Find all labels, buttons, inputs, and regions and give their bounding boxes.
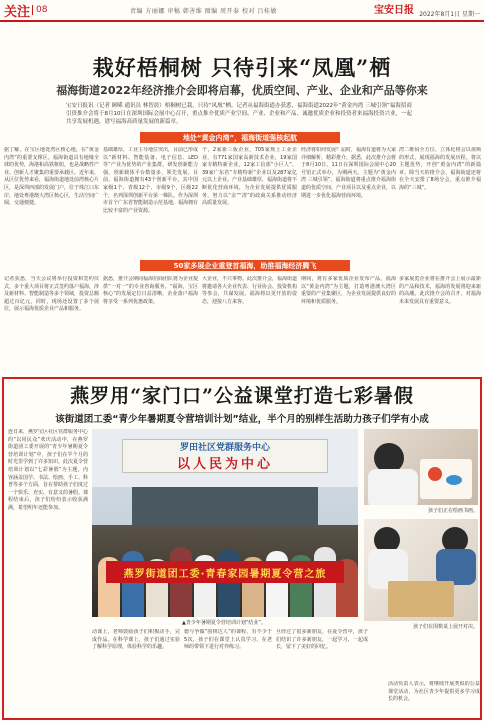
article-column-5: 湾二维码全方位、立体化将会以视频的形式，展现福海的发展历程。将以主题优势，开创“黄金内湾”的新篇章。除当天的推介会，福海街道还将在全天安排了8场分会，重点推介福海的“三城”。 [399,147,481,191]
paint-mark [428,467,442,481]
issue-date: 2022年8月1日 星期一 [419,11,480,18]
section-banner-a: 地处“黄金内湾”，福海街道强核起航 [140,132,340,143]
building-sign [122,439,328,473]
building-facade [92,429,358,487]
newspaper-brand: 宝安日报 [374,5,414,16]
feature-title: 燕罗用“家门口”公益课堂打造七彩暑假 [70,385,414,407]
feature-column-3: 德与争做“围棋达人”的课程，有不少于5次，孩子们在课堂上认真学习，在老师的带领下进行对弈练习。 [184,629,272,651]
go-game-photo [364,519,478,621]
group-photo [92,429,358,617]
editor-credits: 责编 方丽娜 审稿 韩善维 图编 周开泰 校对 吕桂敏 [130,8,277,15]
painting-photo [364,429,478,505]
child-shirt [436,549,476,585]
red-group-banner: 燕罗街道团工委·青春家园暑期夏令营之旅 [106,561,344,583]
group-photo-caption: ▲青少年暑期夏令营培训计划“结业”。 [181,620,267,626]
page-number: 08 [32,5,47,15]
article-column-3: 个，2家新三板企业，705家规上工业企业，有771家国家高新技术企业，19家国家专精特新企业，12家工信部“小巨人”，39家广东省“专精特新”企业以及287家亿元以上企业。产业基础雄厚，福海街道将不断优化营商环境，为企业发展提供优质服务，努力以“亲”“清”的政商关系推动经济高质量发展。 [202,147,297,207]
feature-subtitle: 该街道团工委“青少年暑期夏令营培训计划”结业，半个月的别样生活助力孩子们学有小成 [55,414,429,425]
article-headline: 栽好梧桐树 只待引来“凤凰”栖 [92,55,392,80]
feature-column-4: 旦经过了很多新朋友，在夏令营中，孩子们结识了许多新朋友，一起学习、一起成长，留下了美好的回忆。 [276,629,368,651]
article-column-1: 据了解，在宝区地处湾区核心地，在“黄金内湾”的重要支撑区。福海街道具有地缘全球的优势，海港和高铁枢纽，也是战略性产业、创新人才聚集的重要承载区。近年来，从区位优势来看，福海街道地处前湾核心片区，是深圳西部的发展门户，位于珠江口东岸，地处粤港澳大湾区核心区，生活空间广阔，交通便捷。 [4,147,99,207]
section-title: 关注 [4,4,31,20]
article-column-10: 多家展览企业将在推介会上展示最新的产品和技术，福海的发展将迎来新的高潮。此次推介会的召开，对福海未来发展具有重要意义。 [399,276,481,305]
article-column-2: 基础雄厚，工业主导地位突出，目前已形成以“新材料、智能装备、电子信息、LED等”产业为优势的产业集群。研发创新能力强，创新载体平台数量多，领先发展。目前，福海街道拥有43个创新平台，其中国家级1个、省级12个、市级9个，区级22个，名列深圳创新平台第一梯队。作为深圳市首个广东省智能制造示范基地，福海拥有比较丰富的产业资源。 [103,147,198,214]
article-subhead: 福海街道2022年经济推介会即将启幕，优质空间、产业、企业和产品等你来 [56,84,428,97]
article-lead: 宝安日报讯（记者 顾晞 通讯员 林智晨）梧桐树已栽，只待“凤凰”栖。记者从福海街道办获悉，福海街道2022年“黄金内湾 三城引领”福海招商引资推介会将于8月10日在深圳国际会展中心召开，重点推介优质产业空间、产业、企业和产品，诚邀优质企业和投资者来福海投资兴业，一起共享发展机遇，谱写福海高质量发展的新篇章。 [66,103,413,125]
child-figure [218,549,240,617]
paint-mark [446,475,462,485]
painting-photo-caption: 孩子们正在绘画书画。 [427,508,478,514]
feature-column-2: 动课上，老师鼓励孩子们积极动手，完成作品。在科学课上，孩子们通过实验了解科学原理，体验科学的乐趣。 [92,629,180,651]
child-shirt [368,469,418,505]
article-column-4: 经济将如何发展？届时，福海有道将为大家详细解析，精彩推介。据悉，此次推介会将于8月10日，11日在深圳国际会展中心20号馆正式举办，为期两天。主题为“黄金内湾 三城引领”，福海街道将重点推介福海街道的优质空间、产业项目以及重点企业，以期进一步优化福海营商环境。 [301,147,396,199]
feature-article-box [2,377,482,720]
feature-column-5: 活动负责人表示，将继续开展类似的公益课堂活动，为社区青少年提供更多学习成长的机会。 [388,681,480,703]
page-header [0,0,484,22]
feature-column-1: 连日来，燕罗宝区社区党群服务中心的“以用民众”欢庆活动中，在燕罗街道团工委开展的“青少年暑期夏令营培训计划”中，孩子们在半个月的时光里学到了许多知识。此次夏令营培训计划以“七彩暑假”为主题，内容涵盖国学、书法、绘画、手工、科普等多个方面，旨在帮助孩子们度过一个快乐、充实、有意义的暑假。课程结束后，孩子们纷纷表示收获满满，希望明年还能参加。 [8,429,88,511]
article-column-7: 据悉，推介会期间福海招商团队将为企业提供“一对一”的专业咨询服务。“福海，宝区核心”的发展定位日益清晰，企业落户福海将享受一系列优惠政策。 [103,276,198,305]
article-column-8: 大企业，不只事物。此次推介会，福海街道将邀请各大企业代表、行业协会、投资机构等参会，共谋发展。福海将以更开放的姿态，迎接八方来客。 [202,276,297,305]
section-banner-b: 50家多展企业重登首福海，助推福海经济腾飞 [140,260,350,271]
sign-top-text: 罗田社区党群服务中心 [179,443,270,453]
go-board [388,581,454,617]
go-game-photo-caption: 孩子们在围棋桌上展开对决。 [412,624,478,630]
sign-main-text: 以人民为中心 [176,457,273,472]
article-column-6: 记者获悉，当天会议将举行投资和签约仪式，多个重大项目将正式签约落户福海，涉及新材料、智能制造等多个领域，投资总额超过百亿元。同时，现场还设置了多个展位，展示福海优质企业产品和服务。 [4,276,99,313]
article-column-9: 期间，将有多家优质企业发布产品，福海以“黄金内湾”为主题，打造粤港澳大湾区重要的产业集聚区，为企业发展提供良好的环境和优质服务。 [301,276,396,305]
